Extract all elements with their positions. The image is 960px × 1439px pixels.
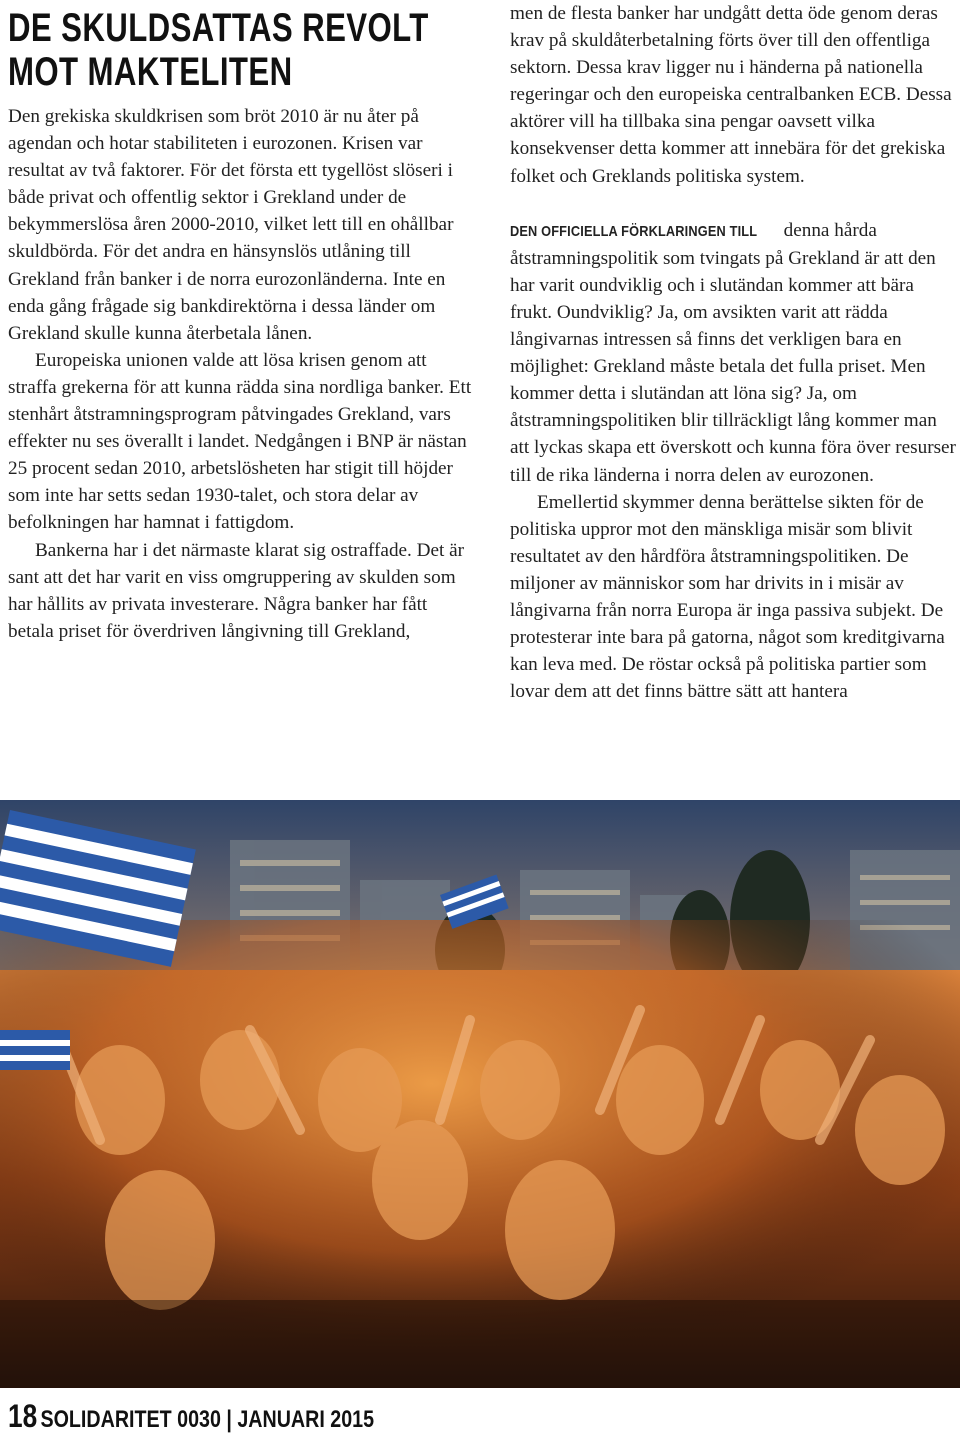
protest-photo xyxy=(0,800,960,1388)
page-number: 18 xyxy=(8,1398,38,1434)
right-paragraph-1: men de flesta banker har undgått detta öde genom deras krav på skuldåterbetalning förts över till den offentliga sektorn. Dessa krav ligger nu i händerna på nationella regeringar och den europeiska centralbanken ECB. Dessa aktörer vill ha tillbaka sina pengar oavsett vilka konsekvenser detta kommer att innebära för det grekiska folket och Greklands politiska system. xyxy=(510,3,952,187)
headline-line-1: DE SKULDSATTAS REVOLT xyxy=(8,6,429,50)
publication-info: SOLIDARITET 0030 | JANUARI 2015 xyxy=(40,1406,375,1433)
section-lead-in: DEN OFFICIELLA FÖRKLARINGEN TILL xyxy=(510,222,758,240)
protest-photo-icon xyxy=(0,800,960,1388)
left-paragraph-1: Den grekiska skuldkrisen som bröt 2010 är nu åter på agendan och hotar stabiliteten i eurozonen. Krisen var resultat av två faktorer. För det första ett tygellöst slöseri i både privat och offentlig sektor i Grekland under de bekymmerslösa åren 2000-2010, vilket lett till en ohållbar skuldbörda. För det andra en hänsynslös utlåning till Grekland från banker i de norra eurozonländerna. Inte en enda gång frågade sig bankdirektörna i dessa länder om Grekland skulle kunna återbetala lånen. xyxy=(8,106,454,344)
right-paragraph-3: Emellertid skymmer denna berättelse sikten för de politiska uppror mot den mänskliga misär som blivit resultatet av den hårdföra åtstramningspolitiken. De miljoner av människor som har drivits in i misär av långivarna från norra Europa är inga passiva subjekt. De protesterar inte bara på gatorna, något som kreditgivarna kan leva med. De röstar också på politiska partier som lovar dem att det finns bättre sätt att hantera xyxy=(510,491,945,703)
right-paragraph-2-text: denna hårda åtstramningspolitik som tvingats på Grekland är att den har varit oundviklig och i slutändan kommer att bära frukt. Oundviklig? Ja, om avsikten varit att rädda långivarnas intressen så finns det verkligen bara en möjlighet: Grekland måste betala det fulla priset. Men kommer detta i slutändan att löna sig? Ja, om åtstramningspolitiken blir tillräckligt lång kommer man att lyckas skapa ett överskott och kunna föra över resurser till de rika länderna i norra delen av eurozonen. xyxy=(510,219,956,486)
right-column xyxy=(510,0,958,705)
left-paragraph-2: Europeiska unionen valde att lösa krisen genom att straffa grekerna för att kunna rädda sina nordliga banker. Ett stenhårt åtstramningsprogram påtvingades Grekland, vars effekter nu ses överallt i landet. Nedgången i BNP är nästan 25 procent sedan 2010, arbetslösheten har stigit till höjder som inte har setts sedan 1930-talet, och stora delar av befolkningen har hamnat i fattigdom. xyxy=(8,349,472,534)
left-column xyxy=(8,103,476,645)
article-headline xyxy=(8,6,429,94)
right-paragraph-2 xyxy=(510,217,958,489)
left-paragraph-3: Bankerna har i det närmaste klarat sig ostraffade. Det är sant att det har varit en viss omgruppering av skulden som har hållits av privata investerare. Några banker har fått betala priset för överdriven långivning till Grekland, xyxy=(8,539,465,642)
page-footer xyxy=(8,1398,374,1435)
headline-line-2: MOT MAKTELITEN xyxy=(8,50,293,94)
